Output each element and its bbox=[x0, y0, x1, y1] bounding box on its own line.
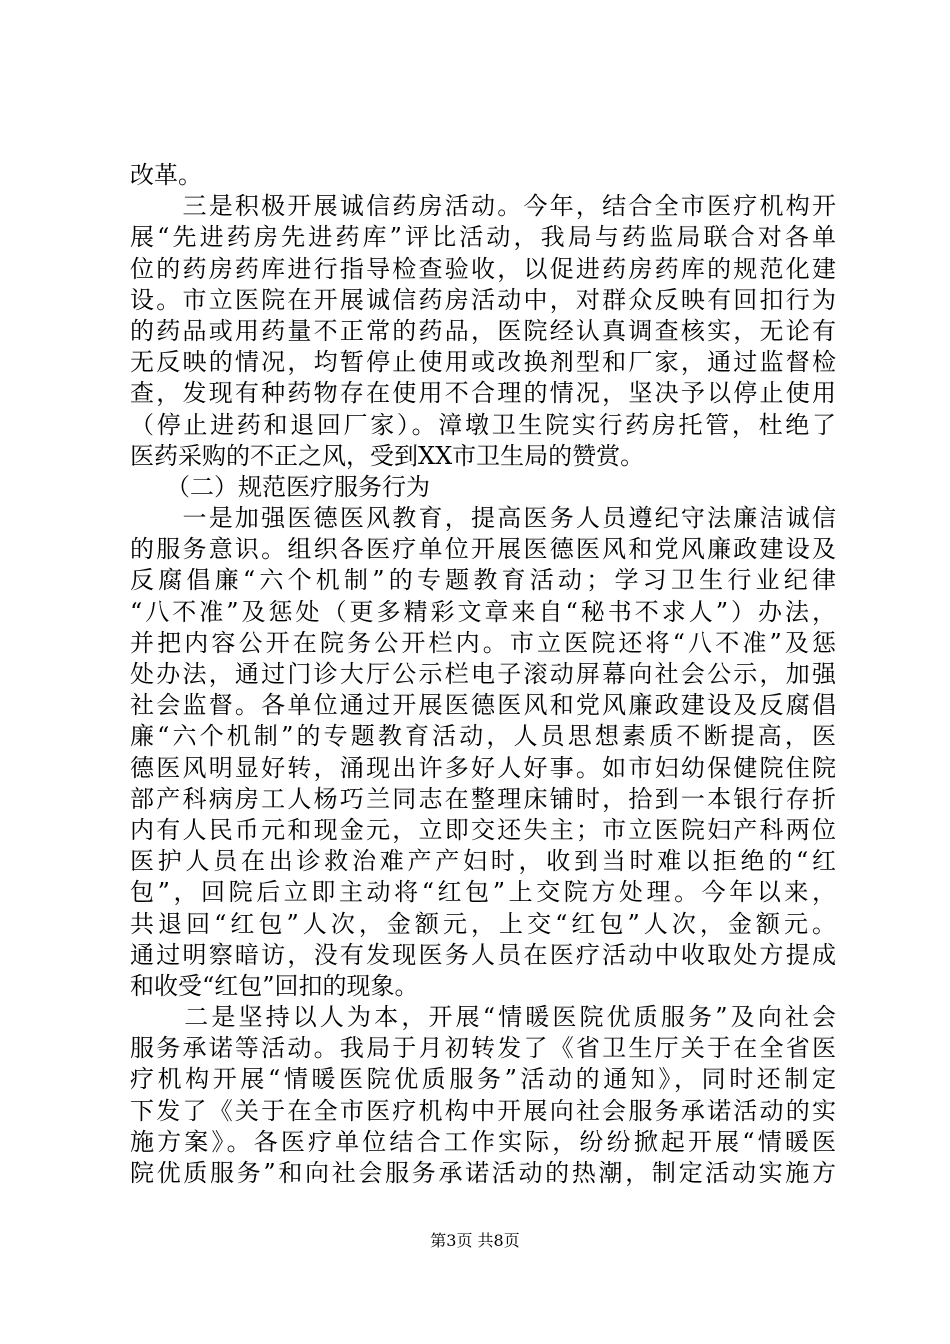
text-line: 部产科病房工人杨巧兰同志在整理床铺时，拾到一本银行存折 bbox=[130, 784, 836, 813]
text-line: 内有人民币元和现金元，立即交还失主；市立医院妇产科两位 bbox=[130, 815, 836, 844]
text-line: 共退回“红包”人次，金额元，上交“红包”人次，金额元。 bbox=[130, 909, 836, 938]
text-line: 并把内容公开在院务公开栏内。市立医院还将“八不准”及惩 bbox=[130, 628, 836, 657]
text-line: 的服务意识。组织各医疗单位开展医德医风和党风廉政建设及 bbox=[130, 535, 836, 564]
text-line: 的药品或用药量不正常的药品，医院经认真调查核实，无论有 bbox=[130, 316, 836, 345]
text-line: （二）规范医疗服务行为 bbox=[130, 472, 430, 501]
text-line: 医护人员在出诊救治难产产妇时，收到当时难以拒绝的“红 bbox=[130, 847, 836, 876]
text-line: 德医风明显好转，涌现出许多好人好事。如市妇幼保健院住院 bbox=[130, 753, 836, 782]
document-body bbox=[130, 160, 836, 1189]
text-line: 二是坚持以人为本，开展“情暖医院优质服务”及向社会 bbox=[130, 1003, 836, 1032]
text-line: 疗机构开展“情暖医院优质服务”活动的通知》，同时还制定 bbox=[130, 1065, 836, 1094]
text-line: 位的药房药库进行指导检查验收，以促进药房药库的规范化建 bbox=[130, 254, 836, 283]
text-line: 一是加强医德医风教育，提高医务人员遵纪守法廉洁诚信 bbox=[130, 504, 836, 533]
text-line: （停止进药和退回厂家）。漳墩卫生院实行药房托管，杜绝了 bbox=[130, 410, 836, 439]
text-line: 查，发现有种药物存在使用不合理的情况，坚决予以停止使用 bbox=[130, 379, 836, 408]
text-line: 包”，回院后立即主动将“红包”上交院方处理。今年以来， bbox=[130, 878, 836, 907]
text-line: 下发了《关于在全市医疗机构中开展向社会服务承诺活动的实 bbox=[130, 1096, 836, 1125]
text-line: 通过明察暗访，没有发现医务人员在医疗活动中收取处方提成 bbox=[130, 940, 836, 969]
text-line: 展“先进药房先进药库”评比活动，我局与药监局联合对各单 bbox=[130, 223, 836, 252]
text-line: 改革。 bbox=[130, 161, 202, 189]
text-line: 三是积极开展诚信药房活动。今年，结合全市医疗机构开 bbox=[130, 192, 836, 221]
text-line: 廉“六个机制”的专题教育活动，人员思想素质不断提高，医 bbox=[130, 722, 836, 751]
page-footer: 第3页 共8页 bbox=[430, 1231, 520, 1250]
text-line: 处办法，通过门诊大厅公示栏电子滚动屏幕向社会公示，加强 bbox=[130, 660, 836, 688]
text-line: 医药采购的不正之风，受到XX市卫生局的赞赏。 bbox=[130, 441, 645, 470]
text-line: 反腐倡廉“六个机制”的专题教育活动；学习卫生行业纪律 bbox=[130, 566, 836, 595]
text-line: 设。市立医院在开展诚信药房活动中，对群众反映有回扣行为 bbox=[130, 285, 836, 314]
text-line: 社会监督。各单位通过开展医德医风和党风廉政建设及反腐倡 bbox=[130, 691, 836, 720]
text-line: 服务承诺等活动。我局于月初转发了《省卫生厅关于在全省医 bbox=[130, 1034, 836, 1063]
text-line: “八不准”及惩处（更多精彩文章来自“秘书不求人”）办法， bbox=[130, 597, 836, 626]
text-line: 施方案》。各医疗单位结合工作实际，纷纷掀起开展“情暖医 bbox=[130, 1127, 836, 1156]
text-line: 无反映的情况，均暂停止使用或改换剂型和厂家，通过监督检 bbox=[130, 348, 836, 377]
text-line: 院优质服务”和向社会服务承诺活动的热潮，制定活动实施方 bbox=[130, 1159, 836, 1187]
text-line: 和收受“红包”回扣的现象。 bbox=[130, 971, 419, 1000]
